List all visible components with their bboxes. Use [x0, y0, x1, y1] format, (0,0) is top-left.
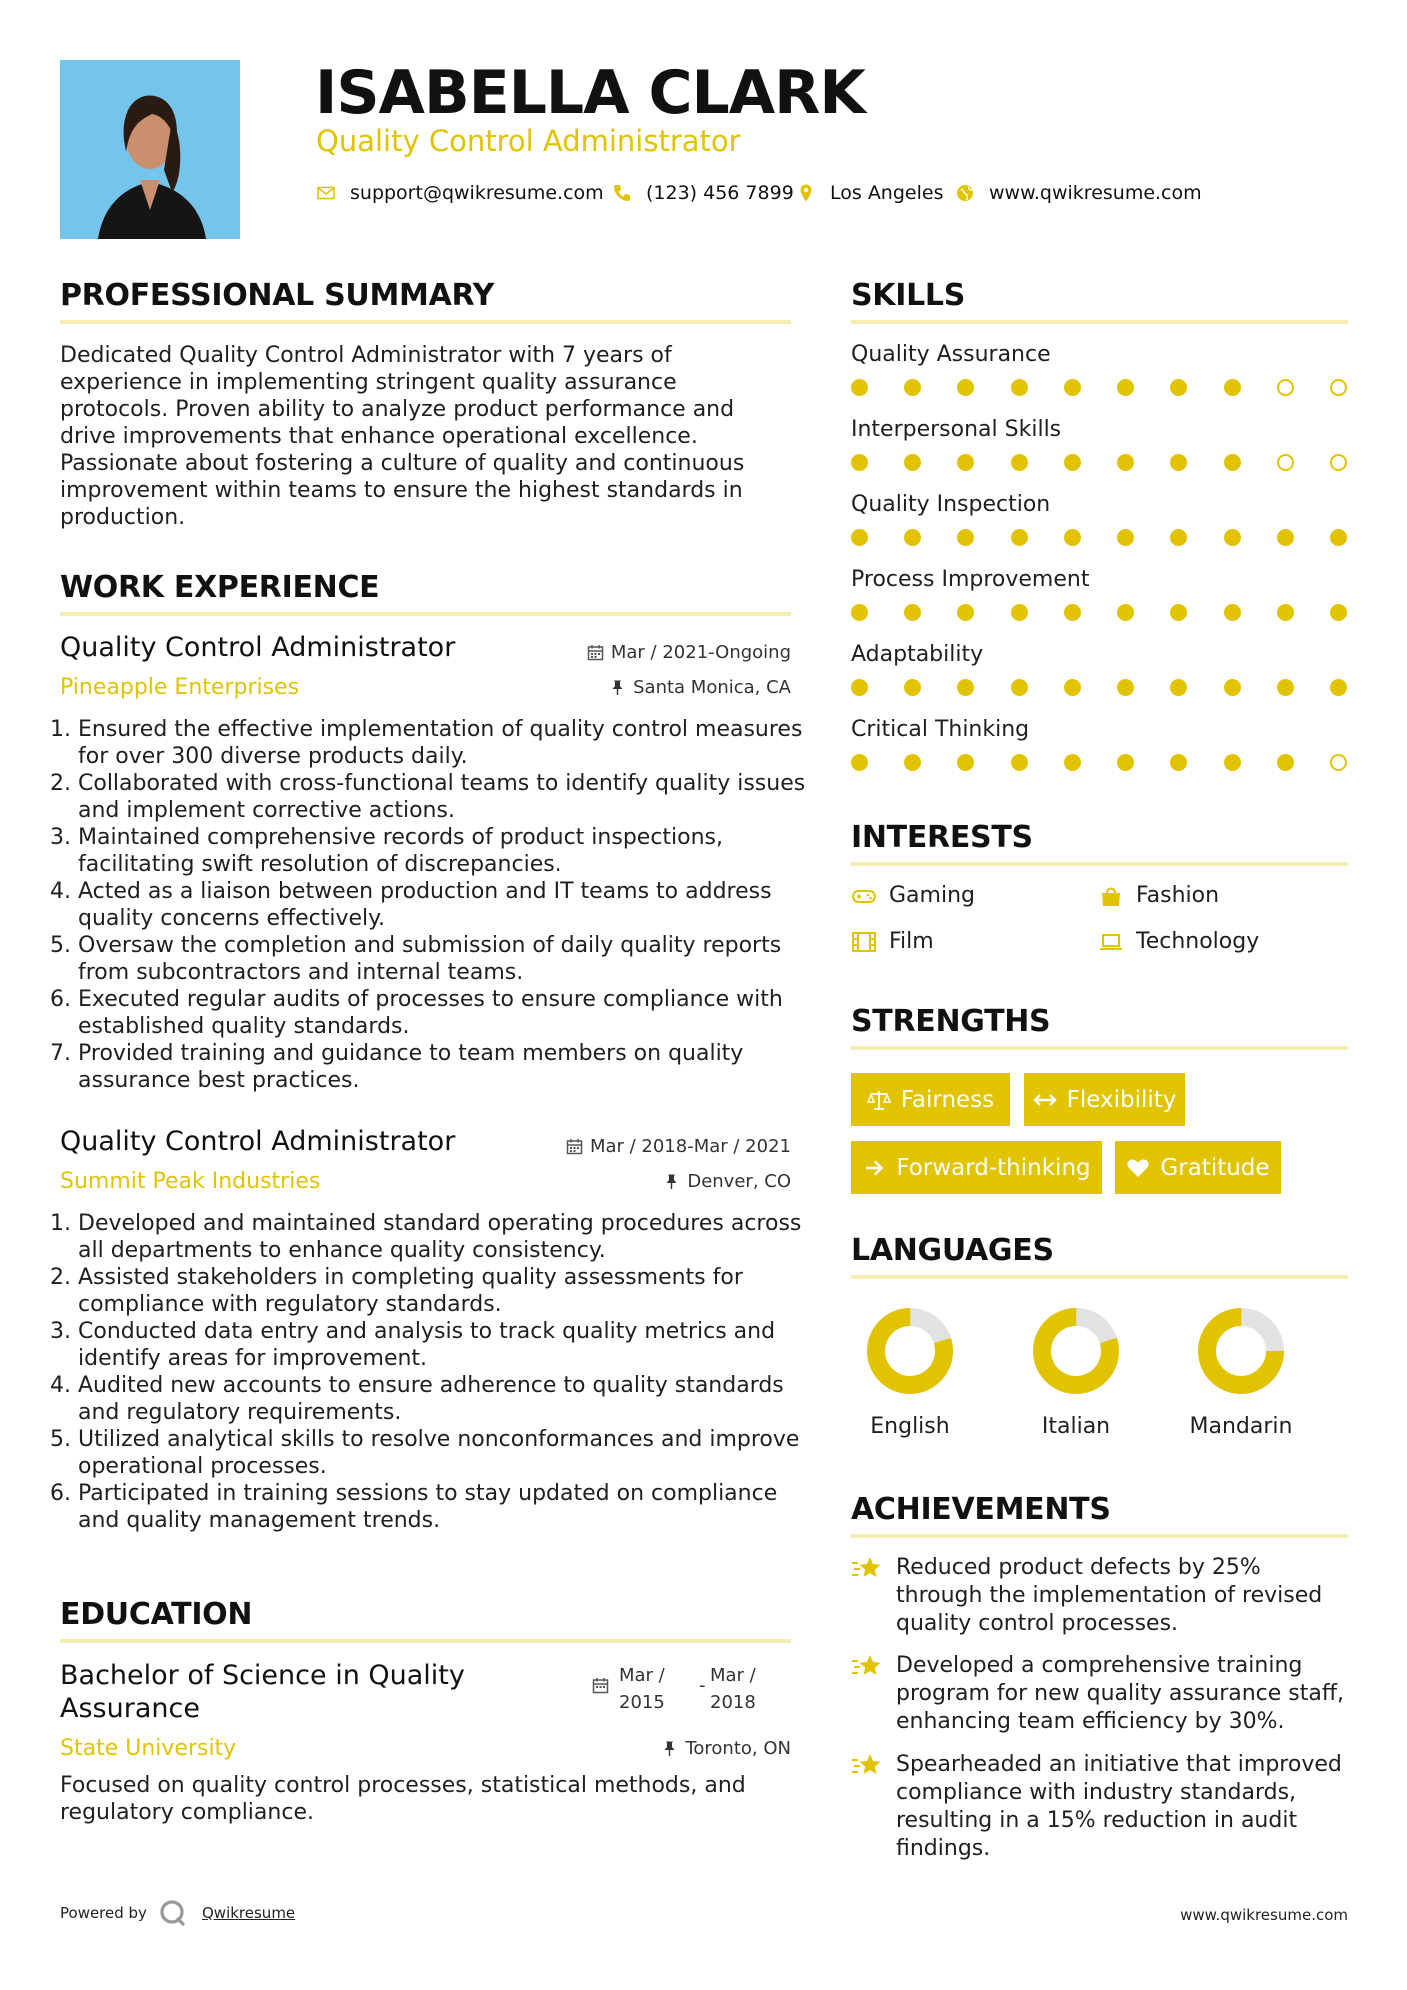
rating-dot-filled — [1170, 604, 1187, 621]
rating-dot-filled — [1170, 754, 1187, 771]
rating-dot-filled — [1277, 604, 1294, 621]
skill-rating — [851, 529, 1347, 546]
skill-rating — [851, 679, 1347, 696]
summary-rule — [60, 320, 791, 324]
rating-dot-filled — [1117, 754, 1134, 771]
skill-row — [851, 717, 1347, 771]
location-text: Los Angeles — [830, 182, 944, 204]
heart-icon — [1126, 1157, 1150, 1179]
rating-dot-filled — [1224, 379, 1241, 396]
rating-dot-filled — [904, 379, 921, 396]
interests-heading: INTERESTS — [851, 820, 1033, 855]
rating-dot-filled — [1277, 679, 1294, 696]
contact-email[interactable] — [316, 178, 604, 208]
brand-link[interactable]: Qwikresume — [202, 1904, 296, 1922]
list-item: 2. Assisted stakeholders in completing quality assessments for compliance with regulatory standards. — [78, 1264, 808, 1318]
rating-dot-empty — [1330, 454, 1347, 471]
rating-dot-filled — [904, 604, 921, 621]
rating-dot-filled — [851, 529, 868, 546]
contact-location — [796, 178, 943, 208]
rating-dot-filled — [904, 679, 921, 696]
rating-dot-filled — [1011, 679, 1028, 696]
school-name: State University — [60, 1736, 237, 1761]
rating-dot-filled — [1330, 529, 1347, 546]
rating-dot-filled — [1011, 529, 1028, 546]
language-item — [1026, 1306, 1126, 1439]
rating-dot-filled — [957, 379, 974, 396]
skill-name: Interpersonal Skills — [851, 417, 1062, 442]
rating-dot-filled — [1330, 604, 1347, 621]
list-item: 1. Developed and maintained standard operating procedures across all departments to enhance quality consistency. — [78, 1210, 808, 1264]
language-name: Mandarin — [1189, 1414, 1293, 1439]
calendar-icon — [566, 1138, 583, 1155]
strength-badge: Gratitude — [1115, 1141, 1281, 1194]
phone-text: (123) 456 7899 — [646, 182, 794, 204]
skill-row — [851, 342, 1347, 396]
list-item: 6. Participated in training sessions to stay updated on compliance and quality management trends. — [78, 1480, 808, 1534]
skill-row — [851, 492, 1347, 546]
education-end-date: Mar / 2018 — [710, 1665, 756, 1713]
achievements-heading: ACHIEVEMENTS — [851, 1492, 1111, 1527]
skill-rating — [851, 754, 1347, 771]
rating-dot-filled — [957, 454, 974, 471]
achievement-item — [851, 1652, 1351, 1736]
rating-dot-filled — [1224, 679, 1241, 696]
skill-name: Critical Thinking — [851, 717, 1030, 742]
footer-url[interactable]: www.qwikresume.com — [1180, 1906, 1348, 1924]
job-dates: Mar / 2021-Ongoing — [587, 642, 791, 663]
shopping-bag-icon — [1098, 885, 1124, 907]
rating-dot-filled — [1064, 529, 1081, 546]
rating-dot-filled — [957, 754, 974, 771]
list-item: 3. Conducted data entry and analysis to track quality metrics and identify areas for improvement. — [78, 1318, 808, 1372]
list-item: 2. Collaborated with cross-functional teams to identify quality issues and implement corrective actions. — [78, 770, 808, 824]
list-item: 7. Provided training and guidance to team members on quality assurance best practices. — [78, 1040, 808, 1094]
job-dates: Mar / 2018-Mar / 2021 — [566, 1136, 791, 1157]
website-text: www.qwikresume.com — [989, 182, 1202, 204]
achievement-text: Spearheaded an initiative that improved compliance with industry standards, resulting in a 15% reduction in audit findings. — [896, 1752, 1342, 1861]
list-item: 5. Oversaw the completion and submission of daily quality reports from subcontractors and internal teams. — [78, 932, 808, 986]
skill-name: Process Improvement — [851, 567, 1090, 592]
rating-dot-filled — [1011, 454, 1028, 471]
skill-row — [851, 417, 1347, 471]
strength-badge: Flexibility — [1024, 1073, 1185, 1126]
rating-dot-filled — [1277, 529, 1294, 546]
job-bullets — [60, 716, 808, 1094]
rating-dot-filled — [1117, 379, 1134, 396]
candidate-title: Quality Control Administrator — [316, 124, 741, 158]
achievement-item — [851, 1751, 1351, 1863]
powered-by-label: Powered by — [60, 1904, 147, 1922]
rating-dot-filled — [1064, 379, 1081, 396]
skill-name: Quality Inspection — [851, 492, 1051, 517]
candidate-name: ISABELLA CLARK — [315, 58, 865, 128]
rating-dot-empty — [1330, 379, 1347, 396]
profile-photo — [60, 60, 240, 239]
education-heading: EDUCATION — [60, 1597, 253, 1632]
laptop-icon — [1098, 931, 1124, 953]
language-donut — [865, 1306, 955, 1396]
gamepad-icon — [851, 885, 877, 907]
rating-dot-filled — [1170, 454, 1187, 471]
phone-icon — [612, 183, 632, 203]
language-item — [1186, 1306, 1296, 1439]
degree-line-1: Bachelor of Science in Quality — [60, 1660, 465, 1691]
rating-dot-filled — [1224, 529, 1241, 546]
skill-rating — [851, 454, 1347, 471]
achievement-text: Reduced product defects by 25% through the implementation of revised quality control processes. — [896, 1555, 1323, 1636]
pushpin-icon — [663, 1173, 680, 1190]
strength-badge: Forward-thinking — [851, 1141, 1102, 1194]
company-name: Summit Peak Industries — [60, 1169, 321, 1194]
rating-dot-empty — [1277, 454, 1294, 471]
rating-dot-filled — [851, 679, 868, 696]
rating-dot-filled — [957, 604, 974, 621]
email-text: support@qwikresume.com — [350, 182, 604, 204]
rating-dot-filled — [904, 754, 921, 771]
list-item: 3. Maintained comprehensive records of product inspections, facilitating swift resolution of discrepancies. — [78, 824, 808, 878]
rating-dot-filled — [1224, 454, 1241, 471]
envelope-icon — [316, 183, 336, 203]
list-item: 5. Utilized analytical skills to resolve nonconformances and improve operational processes. — [78, 1426, 808, 1480]
achievement-text: Developed a comprehensive training program for new quality assurance staff, enhancing team efficiency by 30%. — [896, 1653, 1345, 1734]
rating-dot-empty — [1277, 379, 1294, 396]
rating-dot-filled — [851, 604, 868, 621]
rating-dot-filled — [1170, 679, 1187, 696]
interest-technology: Technology — [1098, 929, 1259, 954]
rating-dot-filled — [1117, 679, 1134, 696]
skill-rating — [851, 379, 1347, 396]
achievements-rule — [851, 1534, 1348, 1538]
arrows-horizontal-icon — [1033, 1089, 1057, 1111]
language-name: Italian — [1041, 1414, 1111, 1439]
qwikresume-logo-icon — [158, 1898, 188, 1928]
interests-rule — [851, 862, 1348, 866]
rating-dot-filled — [1011, 754, 1028, 771]
language-name: English — [870, 1414, 950, 1439]
education-start-date: Mar / 2015 — [619, 1665, 665, 1713]
language-donut — [1196, 1306, 1286, 1396]
list-item: 4. Audited new accounts to ensure adherence to quality standards and regulatory requirements. — [78, 1372, 808, 1426]
education-rule — [60, 1639, 791, 1643]
rating-dot-filled — [1011, 604, 1028, 621]
calendar-icon — [587, 644, 604, 661]
skills-rule — [851, 320, 1348, 324]
interest-gaming: Gaming — [851, 883, 975, 908]
map-pin-icon — [796, 183, 816, 203]
rating-dot-filled — [1117, 529, 1134, 546]
rating-dot-filled — [1170, 529, 1187, 546]
list-item: 6. Executed regular audits of processes to ensure compliance with established quality standards. — [78, 986, 808, 1040]
languages-heading: LANGUAGES — [851, 1233, 1054, 1268]
strengths-heading: STRENGTHS — [851, 1004, 1051, 1039]
skills-heading: SKILLS — [851, 278, 966, 313]
rating-dot-filled — [851, 454, 868, 471]
skill-rating — [851, 604, 1347, 621]
film-icon — [851, 931, 877, 953]
education-description: Focused on quality control processes, statistical methods, and regulatory compliance. — [60, 1773, 746, 1825]
rating-dot-filled — [851, 754, 868, 771]
contact-website[interactable] — [955, 178, 1202, 208]
rating-dot-filled — [904, 454, 921, 471]
list-item: 1. Ensured the effective implementation of quality control measures for over 300 diverse products daily. — [78, 716, 808, 770]
rating-dot-filled — [1117, 454, 1134, 471]
job-location: Santa Monica, CA — [609, 677, 791, 698]
job-title: Quality Control Administrator — [60, 632, 456, 663]
rating-dot-filled — [1224, 604, 1241, 621]
summary-text: Dedicated Quality Control Administrator with 7 years of experience in implementing stringent quality assurance protocols. Proven ability to analyze product performance and drive improvements that enhance operational excellence. Passionate about fostering a culture of quality and continuous improvement within teams to ensure the highest standards in production. — [60, 343, 745, 530]
date-separator: - — [699, 1675, 706, 1696]
skill-row — [851, 567, 1347, 621]
rating-dot-filled — [1064, 679, 1081, 696]
rating-dot-filled — [1277, 754, 1294, 771]
languages-rule — [851, 1275, 1348, 1279]
skill-name: Quality Assurance — [851, 342, 1051, 367]
rating-dot-filled — [1011, 379, 1028, 396]
list-item: 4. Acted as a liaison between production and IT teams to address quality concerns effectively. — [78, 878, 808, 932]
rating-dot-filled — [1064, 754, 1081, 771]
rating-dot-filled — [1224, 754, 1241, 771]
summary-heading: PROFESSIONAL SUMMARY — [60, 278, 495, 313]
rating-dot-filled — [1117, 604, 1134, 621]
job-title: Quality Control Administrator — [60, 1126, 456, 1157]
rating-dot-filled — [1064, 604, 1081, 621]
pushpin-icon — [609, 679, 626, 696]
rating-dot-filled — [1170, 379, 1187, 396]
company-name: Pineapple Enterprises — [60, 675, 300, 700]
contact-phone[interactable] — [612, 178, 794, 208]
globe-icon — [955, 183, 975, 203]
arrow-right-icon — [862, 1157, 886, 1179]
job-bullets — [60, 1210, 808, 1534]
rating-dot-filled — [957, 679, 974, 696]
education-location: Toronto, ON — [661, 1738, 791, 1759]
rating-dot-filled — [851, 379, 868, 396]
interest-fashion: Fashion — [1098, 883, 1219, 908]
rating-dot-filled — [1330, 679, 1347, 696]
pushpin-icon — [661, 1740, 678, 1757]
strength-badge: Fairness — [851, 1073, 1010, 1126]
rating-dot-filled — [1064, 454, 1081, 471]
achievement-item — [851, 1554, 1351, 1638]
skill-row — [851, 642, 1347, 696]
star-icon — [851, 1652, 883, 1680]
calendar-icon — [592, 1677, 609, 1694]
experience-heading: WORK EXPERIENCE — [60, 570, 380, 605]
language-donut — [1031, 1306, 1121, 1396]
rating-dot-filled — [904, 529, 921, 546]
job-location: Denver, CO — [663, 1171, 791, 1192]
rating-dot-empty — [1330, 754, 1347, 771]
experience-rule — [60, 612, 791, 616]
star-icon — [851, 1554, 883, 1582]
language-item — [860, 1306, 960, 1439]
rating-dot-filled — [957, 529, 974, 546]
star-icon — [851, 1751, 883, 1779]
balance-scale-icon — [867, 1089, 891, 1111]
strengths-rule — [851, 1046, 1348, 1050]
interest-film: Film — [851, 929, 934, 954]
skill-name: Adaptability — [851, 642, 984, 667]
degree-line-2: Assurance — [60, 1693, 200, 1724]
